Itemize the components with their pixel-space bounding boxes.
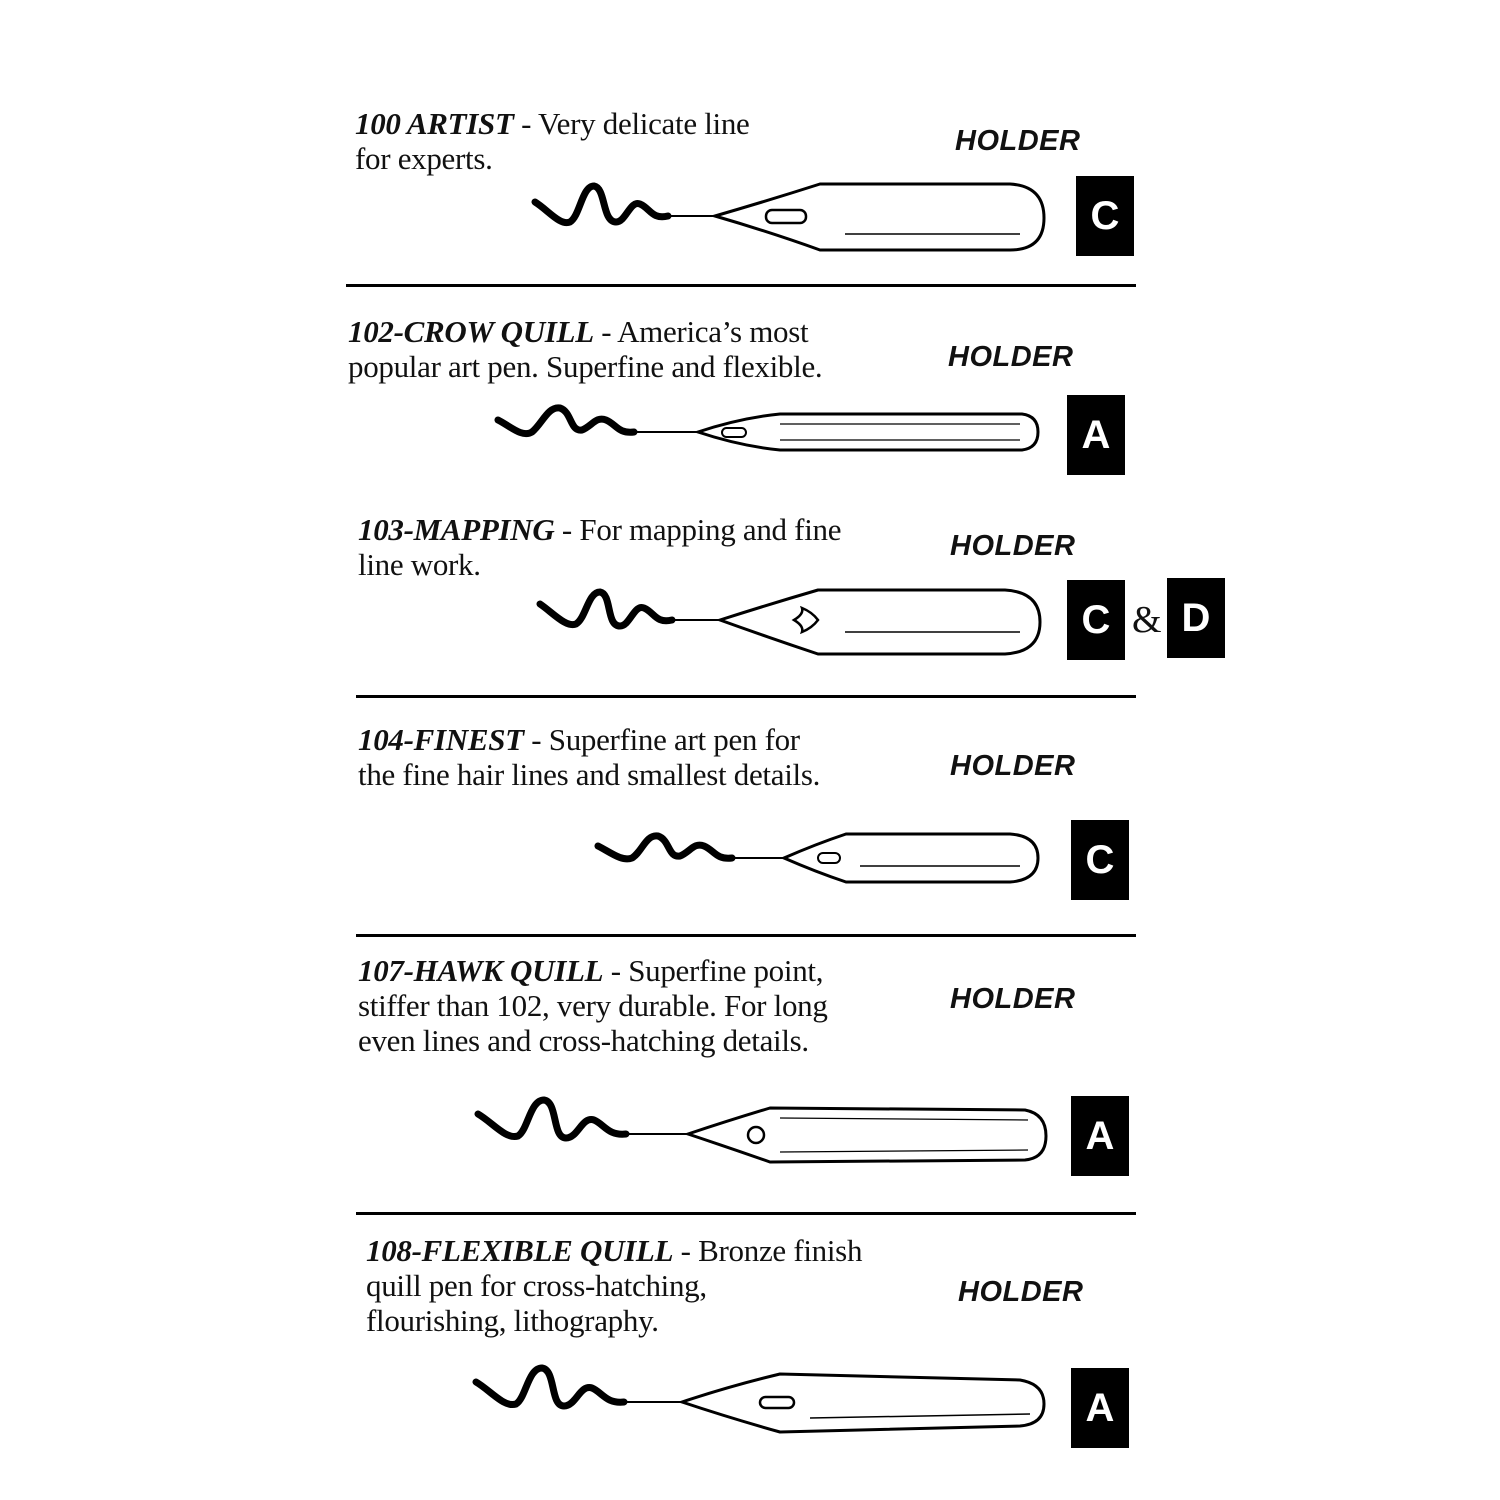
ampersand: & <box>1132 599 1162 641</box>
description-text: America’s most <box>617 314 809 349</box>
pen-name: 103-MAPPING <box>358 512 555 547</box>
pen-description: 100 ARTIST - Very delicate line for experts. <box>355 106 750 176</box>
description-text: Very delicate line <box>538 106 750 141</box>
holder-badge: A <box>1067 395 1125 475</box>
holder-badge: A <box>1071 1368 1129 1448</box>
pen-description: 103-MAPPING - For mapping and fine line work. <box>358 512 842 582</box>
pen-description: 107-HAWK QUILL - Superfine point, stiffer than 102, very durable. For long even lines and cross-hatching details. <box>358 953 828 1058</box>
pen-name: 104-FINEST <box>358 722 524 757</box>
description-text: Superfine point, <box>628 953 824 988</box>
holder-badge: C <box>1071 820 1129 900</box>
description-text: quill pen for cross-hatching, <box>366 1268 707 1303</box>
description-text: flourishing, lithography. <box>366 1303 659 1338</box>
pen-description: 102-CROW QUILL - America’s most popular art pen. Superfine and flexible. <box>348 314 823 384</box>
pen-name: 100 ARTIST <box>355 106 514 141</box>
description-text: the fine hair lines and smallest details. <box>358 757 821 792</box>
description-text: for experts. <box>355 141 493 176</box>
holder-label: HOLDER <box>950 750 1076 782</box>
description-text: line work. <box>358 547 481 582</box>
holder-label: HOLDER <box>950 983 1076 1015</box>
holder-badge: C <box>1067 580 1125 660</box>
pen-name: 107-HAWK QUILL <box>358 953 604 988</box>
holder-badge: A <box>1071 1096 1129 1176</box>
holder-label: HOLDER <box>958 1276 1084 1308</box>
holder-label: HOLDER <box>955 125 1081 157</box>
description-text: Superfine art pen for <box>548 722 800 757</box>
holder-badge: C <box>1076 176 1134 256</box>
holder-label: HOLDER <box>950 530 1076 562</box>
description-text: Bronze finish <box>698 1233 863 1268</box>
description-text: popular art pen. Superfine and flexible. <box>348 349 823 384</box>
description-text: For mapping and fine <box>579 512 842 547</box>
pen-description: 104-FINEST - Superfine art pen for the fine hair lines and smallest details. <box>358 722 821 792</box>
pen-name: 108-FLEXIBLE QUILL <box>366 1233 674 1268</box>
description-text: stiffer than 102, very durable. For long <box>358 988 828 1023</box>
pen-description: 108-FLEXIBLE QUILL - Bronze finish quill pen for cross-hatching, flourishing, lithography. <box>366 1233 863 1338</box>
holder-badge: D <box>1167 578 1225 658</box>
holder-label: HOLDER <box>948 341 1074 373</box>
description-text: even lines and cross-hatching details. <box>358 1023 809 1058</box>
pen-name: 102-CROW QUILL <box>348 314 594 349</box>
